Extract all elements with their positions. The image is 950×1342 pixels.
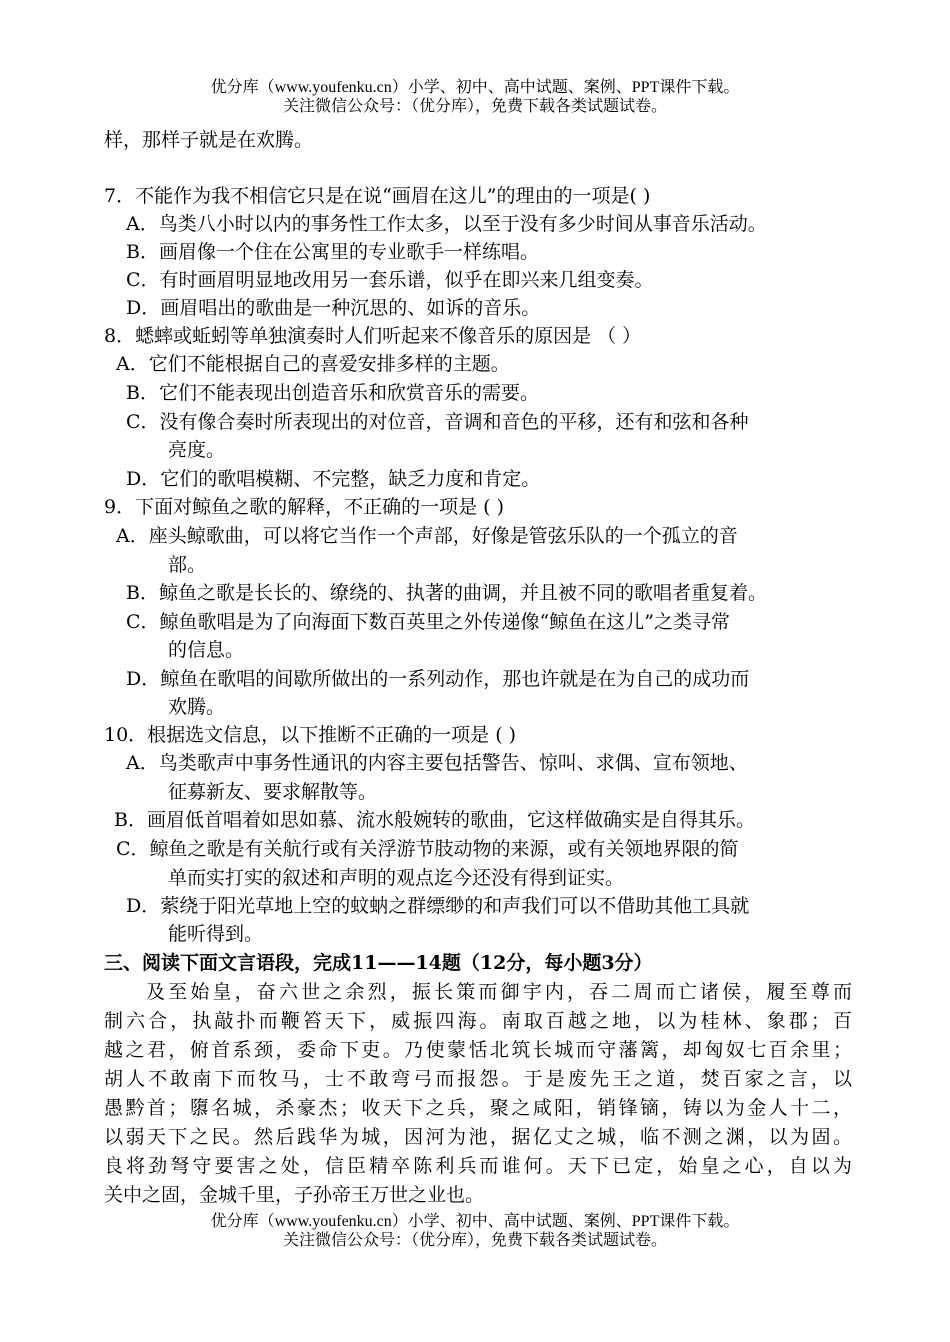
question-10-option-b: B．画眉低首唱着如思如慕、流水般婉转的歌曲，它这样做确实是自得其乐。 <box>114 809 755 831</box>
question-9-stem: 9．下面对鲸鱼之歌的解释，不正确的一项是 ( ) <box>104 496 504 518</box>
question-10-option-a-line-1: A．鸟类歌声中事务性通讯的内容主要包括警告、惊叫、求偶、宣布领地、 <box>126 752 748 774</box>
page-header <box>0 78 950 116</box>
question-9-option-c-line-1: C．鲸鱼歌唱是为了向海面下数百英里之外传递像“鲸鱼在这儿”之类寻常 <box>126 611 730 633</box>
question-9-option-a-line-1: A．座头鲸歌曲，可以将它当作一个声部，好像是管弦乐队的一个孤立的音 <box>116 525 738 547</box>
question-10-option-d-line-1: D．萦绕于阳光草地上空的蚊蚋之群缥缈的和声我们可以不借助其他工具就 <box>126 895 750 917</box>
question-10-stem: 10．根据选文信息，以下推断不正确的一项是 ( ) <box>104 724 517 746</box>
header-line-1: 优分库（www.youfenku.cn）小学、初中、高中试题、案例、PPT课件下载。 <box>210 79 740 96</box>
footer-line-2: 关注微信公众号：（优分库），免费下载各类试题试卷。 <box>282 1232 667 1249</box>
question-9-option-c-line-2: 的信息。 <box>168 639 245 661</box>
question-10-option-c-line-2: 单而实打实的叙述和声明的观点迄今还没有得到证实。 <box>168 867 625 889</box>
question-8-option-d: D．它们的歌唱模糊、不完整，缺乏力度和肯定。 <box>126 468 541 490</box>
question-10-option-c-line-1: C．鲸鱼之歌是有关航行或有关浮游节肢动物的来源，或有关领地界限的简 <box>116 838 739 860</box>
classical-text-line-3: 越之君，俯首系颈，委命下吏。乃使蒙恬北筑长城而守藩篱，却匈奴七百余里； <box>104 1039 852 1061</box>
question-7-stem: 7．不能作为我不相信它只是在说“画眉在这儿”的理由的一项是( ) <box>104 185 651 207</box>
footer-line-1: 优分库（www.youfenku.cn）小学、初中、高中试题、案例、PPT课件下载。 <box>210 1213 740 1230</box>
classical-text-line-5: 愚黔首；隳名城，杀豪杰；收天下之兵，聚之咸阳，销锋镝，铸以为金人十二， <box>104 1097 852 1119</box>
classical-text-line-7: 良将劲弩守要害之处，信臣精卒陈利兵而谁何。天下已定，始皇之心，自以为 <box>104 1155 852 1177</box>
question-8-option-c-line-1: C．没有像合奏时所表现出的对位音，音调和音色的平移，还有和弦和各种 <box>126 411 749 433</box>
question-9-option-b: B．鲸鱼之歌是长长的、缭绕的、执著的曲调，并且被不同的歌唱者重复着。 <box>126 582 767 604</box>
section-3-heading: 三、阅读下面文言语段，完成11——14题（12分，每小题3分） <box>104 952 653 974</box>
classical-text-line-2: 制六合，执敲扑而鞭笞天下，威振四海。南取百越之地，以为桂林、象郡；百 <box>104 1010 852 1032</box>
question-8-option-c-line-2: 亮度。 <box>168 439 226 461</box>
question-8-option-b: B．它们不能表现出创造音乐和欣赏音乐的需要。 <box>126 382 539 404</box>
question-9-option-d-line-1: D．鲸鱼在歌唱的间歇所做出的一系列动作，那也许就是在为自己的成功而 <box>126 668 750 690</box>
classical-text-line-6: 以弱天下之民。然后践华为城，因河为池，据亿丈之城，临不测之渊，以为固。 <box>104 1126 852 1148</box>
question-7-option-b: B．画眉像一个住在公寓里的专业歌手一样练唱。 <box>126 241 539 263</box>
question-8-stem: 8．蟋蟀或蚯蚓等单独演奏时人们听起来不像音乐的原因是 （ ） <box>104 325 642 347</box>
question-9-option-d-line-2: 欢腾。 <box>168 696 226 718</box>
header-line-2: 关注微信公众号：（优分库），免费下载各类试题试卷。 <box>282 98 667 115</box>
classical-text-line-8: 关中之固，金城千里，子孙帝王万世之业也。 <box>104 1184 485 1206</box>
question-7-option-c: C．有时画眉明显地改用另一套乐谱，似乎在即兴来几组变奏。 <box>126 269 654 291</box>
question-10-option-a-line-2: 征募新友、要求解散等。 <box>168 781 378 803</box>
question-7-option-d: D．画眉唱出的歌曲是一种沉思的、如诉的音乐。 <box>126 297 541 319</box>
classical-text-line-4: 胡人不敢南下而牧马，士不敢弯弓而报怨。于是废先王之道，焚百家之言，以 <box>104 1068 852 1090</box>
page-footer <box>0 1212 950 1250</box>
question-10-option-d-line-2: 能听得到。 <box>168 923 264 945</box>
carry-over-text: 样，那样子就是在欢腾。 <box>104 129 314 151</box>
classical-text-line-1: 及至始皇，奋六世之余烈，振长策而御宇内，吞二周而亡诸侯，履至尊而 <box>146 981 852 1003</box>
question-9-option-a-line-2: 部。 <box>168 554 207 576</box>
question-8-option-a: A．它们不能根据自己的喜爱安排多样的主题。 <box>116 353 510 375</box>
question-7-option-a: A．鸟类八小时以内的事务性工作太多，以至于没有多少时间从事音乐活动。 <box>126 213 767 235</box>
